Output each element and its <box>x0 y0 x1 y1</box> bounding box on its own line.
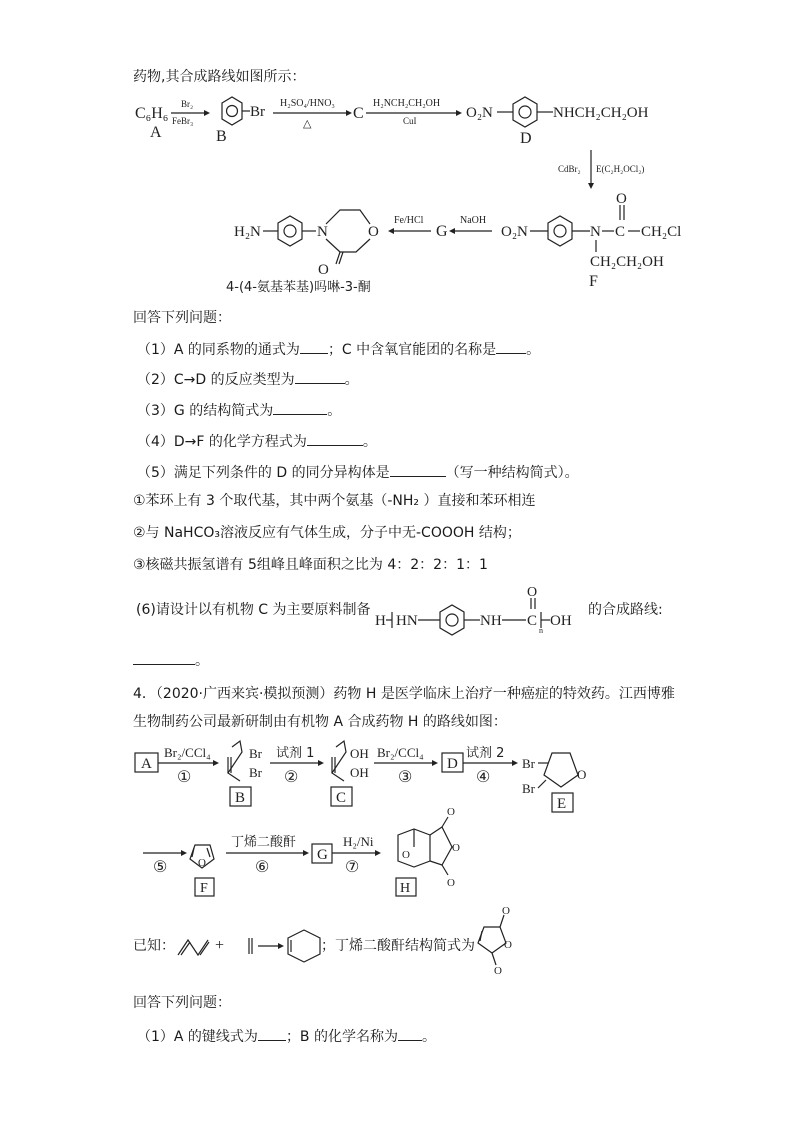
svg-text:③: ③ <box>398 769 413 786</box>
svg-text:G: G <box>317 847 328 863</box>
condition-1: ①苯环上有 3 个取代基，其中两个氨基（-NH₂ ）直接和苯环相连 <box>133 493 536 509</box>
svg-text:H: H <box>400 881 411 896</box>
benzene-ring-b <box>222 97 242 125</box>
synthesis-scheme-2 <box>0 735 794 896</box>
problem3-intro: 药物,其合成路线如图所示： <box>133 69 306 85</box>
answer-blank[interactable] <box>496 339 526 354</box>
svg-text:Br₂/CCl₄: Br₂/CCl₄ <box>164 745 211 760</box>
compound-a: C₆H₆ <box>135 105 169 122</box>
product-name: 4-(4-氨基苯基)吗啉-3-酮 <box>226 280 371 295</box>
benzene-ring-f <box>548 216 572 246</box>
svg-text:O: O <box>527 585 538 600</box>
svg-text:Br: Br <box>249 746 262 761</box>
svg-text:Br: Br <box>250 104 265 120</box>
svg-text:⑥: ⑥ <box>255 859 270 876</box>
dibromo-thf <box>544 753 578 787</box>
svg-text:Br: Br <box>249 765 262 780</box>
answer-blank[interactable] <box>273 400 327 415</box>
maleic-anhydride <box>470 905 540 975</box>
answer-blank[interactable] <box>295 369 345 384</box>
svg-text:O₂N: O₂N <box>466 105 493 121</box>
question-4-1: （1）A 的键线式为 ；B 的化学名称为 。 <box>137 1026 436 1046</box>
svg-text:FeBr₃: FeBr₃ <box>172 116 194 126</box>
svg-text:⑦: ⑦ <box>345 859 360 876</box>
morpholinone-ring <box>326 210 370 224</box>
question-3-6-answer: 。 <box>133 650 209 670</box>
svg-text:NH: NH <box>480 613 502 629</box>
svg-text:C: C <box>527 613 538 629</box>
svg-text:D: D <box>447 756 458 772</box>
svg-text:O: O <box>494 965 502 977</box>
svg-text:H₂SO₄/HNO₃: H₂SO₄/HNO₃ <box>280 98 335 109</box>
svg-text:④: ④ <box>476 769 491 786</box>
svg-text:丁烯二酸酐: 丁烯二酸酐 <box>231 835 297 850</box>
svg-text:试剂 2: 试剂 2 <box>466 746 505 761</box>
benzene-ring-polymer <box>440 605 464 635</box>
synthesis-scheme-1 <box>0 0 794 300</box>
compound-g: G <box>436 223 448 240</box>
benzene-ring-d <box>513 97 537 127</box>
svg-text:O: O <box>452 842 460 854</box>
question-3-6-end: 的合成路线: <box>588 602 663 618</box>
answer-blank[interactable] <box>307 431 363 446</box>
answer-prompt-3: 回答下列问题： <box>133 310 231 326</box>
butenediol <box>332 741 346 781</box>
svg-text:O: O <box>447 806 455 818</box>
svg-text:O: O <box>504 939 512 951</box>
svg-text:O: O <box>198 857 206 869</box>
label-f: F <box>589 273 598 290</box>
svg-text:HN: HN <box>396 613 418 629</box>
question-3-6: (6)请设计以有机物 C 为主要原料制备 <box>136 602 371 618</box>
svg-text:Fe/HCl: Fe/HCl <box>394 215 424 226</box>
known-label: 已知： <box>133 938 175 954</box>
svg-text:O₂N: O₂N <box>501 224 528 240</box>
svg-text:+: + <box>215 937 225 954</box>
label-b: B <box>216 128 227 145</box>
polymer-structure <box>372 585 587 635</box>
svg-text:N: N <box>590 224 601 240</box>
svg-text:F: F <box>200 881 208 896</box>
svg-text:CdBr₂: CdBr₂ <box>558 164 581 174</box>
svg-text:Br: Br <box>522 781 535 796</box>
svg-text:O: O <box>402 849 410 861</box>
benzene-ring-product <box>278 216 302 246</box>
dibromobutene <box>228 741 242 781</box>
svg-text:H₂/Ni: H₂/Ni <box>343 834 374 849</box>
known-end: ；丁烯二酸酐结构简式为 <box>321 938 475 954</box>
svg-text:CH₂CH₂OH: CH₂CH₂OH <box>590 254 664 270</box>
svg-text:OH: OH <box>350 746 369 761</box>
answer-blank[interactable] <box>300 339 328 354</box>
svg-text:②: ② <box>284 769 299 786</box>
svg-text:O: O <box>318 262 329 278</box>
svg-text:O: O <box>368 224 379 240</box>
svg-text:⑤: ⑤ <box>153 859 168 876</box>
compound-c: C <box>353 105 364 122</box>
svg-text:H₂NCH₂CH₂OH: H₂NCH₂CH₂OH <box>373 98 441 109</box>
cyclohexene <box>288 930 320 962</box>
svg-text:Br: Br <box>522 756 535 771</box>
question-3-1: （1）A 的同系物的通式为 ；C 中含氧官能团的名称是 。 <box>137 339 540 359</box>
svg-text:△: △ <box>303 118 312 130</box>
question-3-4: （4）D→F 的化学方程式为 。 <box>137 431 377 451</box>
svg-text:试剂 1: 试剂 1 <box>276 746 315 761</box>
svg-text:E: E <box>557 796 567 812</box>
svg-text:Br₂: Br₂ <box>181 99 194 109</box>
answer-blank[interactable] <box>398 1026 422 1041</box>
question-3-3: （3）G 的结构简式为 。 <box>137 400 341 420</box>
svg-text:OH: OH <box>350 765 369 780</box>
svg-text:N: N <box>317 224 328 240</box>
condition-2: ②与 NaHCO₃溶液反应有气体生成，分子中无-COOOH 结构； <box>133 525 521 541</box>
label-a: A <box>150 124 162 141</box>
svg-text:①: ① <box>177 769 192 786</box>
svg-text:O: O <box>616 191 627 207</box>
svg-text:B: B <box>235 790 246 806</box>
answer-blank[interactable] <box>390 462 446 477</box>
svg-text:NaOH: NaOH <box>460 215 487 226</box>
svg-text:O: O <box>502 905 510 917</box>
answer-blank[interactable] <box>133 650 195 665</box>
problem4-intro-line1: 4．（2020·广西来宾·模拟预测）药物 H 是医学临床上治疗一种癌症的特效药。江西博雅 <box>133 686 675 702</box>
svg-text:O: O <box>447 877 455 889</box>
answer-blank[interactable] <box>258 1026 286 1041</box>
svg-text:A: A <box>141 756 152 772</box>
problem4-intro-line2: 生物制药公司最新研制由有机物 A 合成药物 H 的路线如图： <box>133 714 507 730</box>
svg-text:C: C <box>336 790 347 806</box>
svg-text:NHCH₂CH₂OH: NHCH₂CH₂OH <box>553 105 649 121</box>
answer-prompt-4: 回答下列问题： <box>133 995 231 1011</box>
label-d: D <box>520 130 532 147</box>
svg-text:CuI: CuI <box>403 116 417 126</box>
question-3-2: （2）C→D 的反应类型为 。 <box>137 369 359 389</box>
svg-text:C: C <box>615 224 626 240</box>
svg-text:OH: OH <box>550 613 572 629</box>
svg-text:E(C₂H₂OCl₂): E(C₂H₂OCl₂) <box>596 164 645 174</box>
svg-text:H₂N: H₂N <box>234 224 261 240</box>
svg-text:Br₂/CCl₄: Br₂/CCl₄ <box>377 745 424 760</box>
condition-3: ③核磁共振氢谱有 5组峰且峰面积之比为 4：2：2：1：1 <box>133 557 488 573</box>
svg-text:CH₂Cl: CH₂Cl <box>641 224 682 240</box>
svg-text:O: O <box>577 767 587 782</box>
svg-text:n: n <box>539 626 543 635</box>
question-3-5: （5）满足下列条件的 D 的同分异构体是 （写一种结构简式）。 <box>137 462 579 482</box>
svg-text:H: H <box>375 613 386 629</box>
